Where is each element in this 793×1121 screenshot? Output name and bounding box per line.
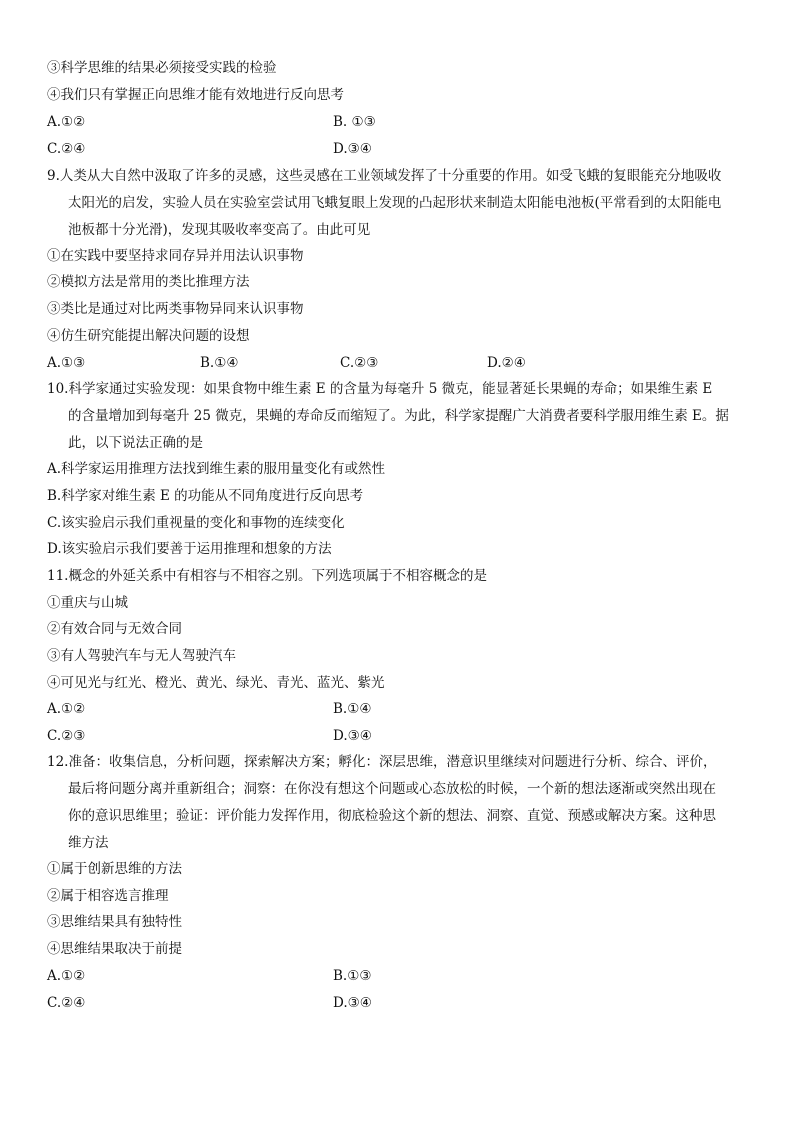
q12-stem-line-3: 你的意识思维里；验证：评价能力发挥作用，彻底检验这个新的想法、洞察、直觉、预感或解决方案。这种思: [68, 808, 716, 824]
q12-option-c: C.②④: [47, 995, 86, 1011]
q8-option-b: B. ①③: [333, 114, 376, 130]
q9-option-a: A.①③: [47, 355, 86, 371]
q9-option-d: D.②④: [487, 355, 526, 371]
q8-statement-4: ④我们只有掌握正向思维才能有效地进行反向思考: [47, 87, 344, 103]
q11-option-b: B.①④: [333, 701, 372, 717]
q10-stem-line-3: 此，以下说法正确的是: [68, 435, 203, 451]
q10-stem-line-1: 10.科学家通过实验发现：如果食物中维生素 E 的含量为每毫升 5 微克，能显著延长果蝇的寿命；如果维生素 E: [47, 381, 713, 397]
q8-statement-3: ③科学思维的结果必须接受实践的检验: [47, 60, 277, 76]
q9-stem-line-3: 池板都十分光滑)，发现其吸收率变高了。由此可见: [68, 222, 371, 238]
q12-option-d: D.③④: [333, 995, 372, 1011]
q10-stem-line-2: 的含量增加到每毫升 25 微克，果蝇的寿命反而缩短了。为此，科学家提醒广大消费者要科学服用维生素 E。据: [68, 408, 729, 424]
q12-statement-3: ③思维结果具有独特性: [47, 914, 182, 930]
q8-option-a: A.①②: [47, 114, 86, 130]
q9-statement-1: ①在实践中要坚持求同存异并用法认识事物: [47, 248, 304, 264]
q8-option-c: C.②④: [47, 141, 86, 157]
q11-option-a: A.①②: [47, 701, 86, 717]
q12-statement-4: ④思维结果取决于前提: [47, 941, 182, 957]
q11-statement-1: ①重庆与山城: [47, 595, 128, 611]
q8-option-d: D.③④: [333, 141, 372, 157]
q11-option-d: D.③④: [333, 728, 372, 744]
q11-statement-3: ③有人驾驶汽车与无人驾驶汽车: [47, 648, 236, 664]
q9-option-c: C.②③: [340, 355, 379, 371]
q12-option-a: A.①②: [47, 968, 86, 984]
q12-stem-line-1: 12.准备：收集信息，分析问题，探索解决方案；孵化：深层思维，潜意识里继续对问题进行分析、综合、评价，: [47, 754, 717, 770]
q9-stem-line-1: 9.人类从大自然中汲取了许多的灵感，这些灵感在工业领域发挥了十分重要的作用。如受飞蛾的复眼能充分地吸收: [47, 168, 722, 184]
q10-option-b: B.科学家对维生素 E 的功能从不同角度进行反向思考: [47, 488, 364, 504]
q9-statement-4: ④仿生研究能提出解决问题的设想: [47, 328, 250, 344]
q11-statement-4: ④可见光与红光、橙光、黄光、绿光、青光、蓝光、紫光: [47, 675, 385, 691]
q9-option-b: B.①④: [200, 355, 239, 371]
q9-statement-2: ②模拟方法是常用的类比推理方法: [47, 274, 250, 290]
q12-statement-1: ①属于创新思维的方法: [47, 861, 182, 877]
q9-stem-line-2: 太阳光的启发，实验人员在实验室尝试用飞蛾复眼上发现的凸起形状来制造太阳能电池板(平常看到的太阳能电: [68, 195, 722, 211]
q10-option-c: C.该实验启示我们重视量的变化和事物的连续变化: [47, 515, 345, 531]
q10-option-d: D.该实验启示我们要善于运用推理和想象的方法: [47, 541, 332, 557]
q10-option-a: A.科学家运用推理方法找到维生素的服用量变化有或然性: [47, 461, 386, 477]
q11-statement-2: ②有效合同与无效合同: [47, 621, 182, 637]
q12-stem-line-4: 维方法: [68, 835, 109, 851]
q12-option-b: B.①③: [333, 968, 372, 984]
q9-statement-3: ③类比是通过对比两类事物异同来认识事物: [47, 301, 304, 317]
q12-statement-2: ②属于相容选言推理: [47, 888, 169, 904]
q12-stem-line-2: 最后将问题分离并重新组合；洞察：在你没有想这个问题或心态放松的时候，一个新的想法逐渐或突然出现在: [68, 781, 716, 797]
q11-option-c: C.②③: [47, 728, 86, 744]
q11-stem: 11.概念的外延关系中有相容与不相容之别。下列选项属于不相容概念的是: [47, 568, 487, 584]
